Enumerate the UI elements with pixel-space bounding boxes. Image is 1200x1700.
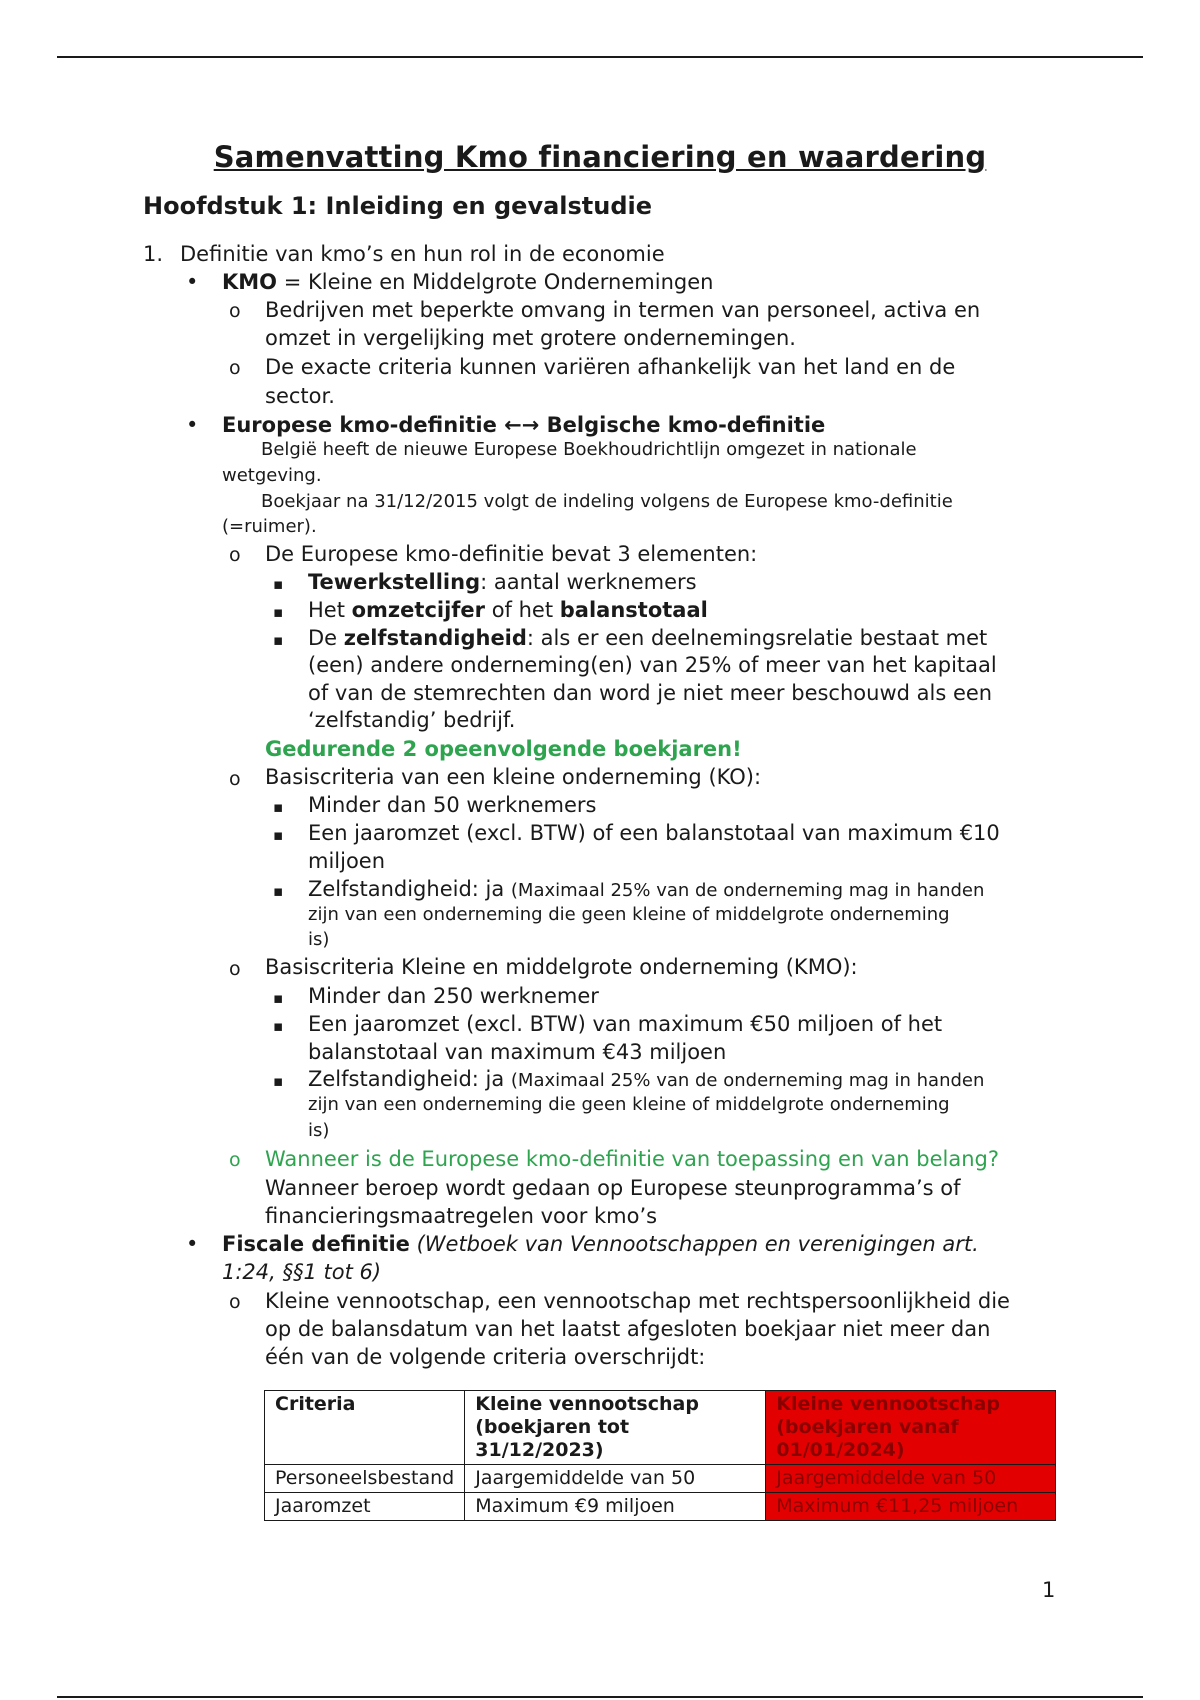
note-line: (=ruimer). [222,516,317,537]
fiscal-line: Kleine vennootschap, een vennootschap met rechtspersoonlijkheid die [265,1289,1010,1313]
kmo-point-line: omzet in vergelijking met grotere ondernemingen. [265,326,796,350]
section-title: Definitie van kmo’s en hun rol in de economie [180,242,665,266]
square-bullet-icon: ▪ [273,631,284,649]
circle-bullet-icon: o [229,768,241,790]
kmo-definition-text: = Kleine en Middelgrote Ondernemingen [277,270,714,294]
kmo-term: KMO [222,270,278,294]
element-term: balanstotaal [559,598,708,622]
table-header-cell: Kleine vennootschap (boekjaren tot 31/12/2023) [465,1391,766,1465]
criterion-text: Zelfstandigheid: ja [308,1067,511,1091]
fiscal-reference: (Wetboek van Vennootschappen en verenigingen art. [409,1232,979,1256]
square-bullet-icon: ▪ [273,575,284,593]
element-text: Het [308,598,352,622]
criteria-table [264,1390,1056,1521]
fiscal-line: op de balansdatum van het laatst afgesloten boekjaar niet meer dan [265,1317,991,1341]
table-header-cell-highlighted: Kleine vennootschap (boekjaren vanaf 01/01/2024) [766,1391,1056,1465]
table-cell: Jaargemiddelde van 50 [465,1465,766,1493]
section-number: 1. [143,242,164,266]
element-item [308,596,708,624]
table-cell-highlighted: Jaargemiddelde van 50 [766,1465,1056,1493]
table-row [265,1465,1056,1493]
green-question: Wanneer is de Europese kmo-definitie van toepassing en van belang? [265,1147,999,1171]
square-bullet-icon: ▪ [273,798,284,816]
square-bullet-icon: ▪ [273,1017,284,1035]
element-item [308,624,987,652]
criterion-note-line: zijn van een onderneming die geen kleine of middelgrote onderneming [308,1094,950,1115]
element-text: : aantal werknemers [480,570,697,594]
criterion-text: Zelfstandigheid: ja [308,877,511,901]
square-bullet-icon: ▪ [273,826,284,844]
chapter-heading: Hoofdstuk 1: Inleiding en gevalstudie [143,192,653,220]
criterion-note-line: zijn van een onderneming die geen kleine of middelgrote onderneming [308,904,950,925]
page-number: 1 [1042,1578,1056,1602]
criterion-note-line: is) [308,1120,330,1141]
element-term: omzetcijfer [351,598,486,622]
element-term: Tewerkstelling [308,570,481,594]
elements-intro: De Europese kmo-definitie bevat 3 elementen: [265,542,758,566]
ko-criterion [308,875,984,904]
kmo-criterion: Minder dan 250 werknemer [308,984,599,1008]
kmo-definition [222,268,713,296]
element-line: (een) andere onderneming(en) van 25% of meer van het kapitaal [308,653,997,677]
circle-bullet-icon: o [229,357,241,379]
circle-bullet-icon: o [229,544,241,566]
kmo-point-line: De exacte criteria kunnen variëren afhankelijk van het land en de [265,355,956,379]
header-rule [57,56,1143,58]
ko-criterion: Minder dan 50 werknemers [308,793,597,817]
element-term: zelfstandigheid [343,626,527,650]
answer-line: Wanneer beroep wordt gedaan op Europese steunprogramma’s of [265,1176,961,1200]
criterion-note-line: is) [308,929,330,950]
fiscal-line: één van de volgende criteria overschrijdt: [265,1345,706,1369]
bullet-icon: • [186,1232,199,1256]
ko-criterion: Een jaaromzet (excl. BTW) of een balanstotaal van maximum €10 [308,821,1000,845]
ko-intro: Basiscriteria van een kleine onderneming (KO): [265,765,762,789]
criterion-note: (Maximaal 25% van de onderneming mag in handen [510,880,985,901]
circle-bullet-icon: o [229,300,241,322]
note-line: Boekjaar na 31/12/2015 volgt de indeling volgens de Europese kmo-definitie [261,491,953,512]
table-cell: Personeelsbestand [265,1465,465,1493]
element-text: De [308,626,344,650]
page-title: Samenvatting Kmo financiering en waardering [213,140,987,174]
square-bullet-icon: ▪ [273,603,284,621]
footer-rule [57,1696,1143,1698]
table-cell-highlighted: Maximum €11,25 miljoen [766,1493,1056,1521]
table-cell: Maximum €9 miljoen [465,1493,766,1521]
element-line: of van de stemrechten dan word je niet meer beschouwd als een [308,681,993,705]
green-highlight: Gedurende 2 opeenvolgende boekjaren! [265,737,742,761]
table-row [265,1493,1056,1521]
fiscal-heading [222,1230,979,1258]
fiscal-reference-line: 1:24, §§1 tot 6) [222,1260,382,1284]
note-line: wetgeving. [222,465,322,486]
square-bullet-icon: ▪ [273,989,284,1007]
circle-bullet-icon: o [229,1291,241,1313]
element-line: ‘zelfstandig’ bedrijf. [308,708,516,732]
table-cell: Jaaromzet [265,1493,465,1521]
element-text: : als er een deelnemingsrelatie bestaat met [526,626,988,650]
kmo-point-line: Bedrijven met beperkte omvang in termen van personeel, activa en [265,298,981,322]
ko-criterion-line: miljoen [308,849,386,873]
kmo-point-line: sector. [265,384,335,408]
element-text: of het [485,598,560,622]
note-line: België heeft de nieuwe Europese Boekhoudrichtlijn omgezet in nationale [261,439,917,460]
kmo-criterion: Een jaaromzet (excl. BTW) van maximum €50 miljoen of het [308,1012,943,1036]
kmo-criterion [308,1065,984,1094]
europese-heading: Europese kmo-definitie ←→ Belgische kmo-definitie [222,413,826,437]
kmo-criterion-line: balanstotaal van maximum €43 miljoen [308,1040,727,1064]
bullet-icon: • [186,270,199,294]
fiscal-term: Fiscale definitie [222,1232,410,1256]
table-header-cell: Criteria [265,1391,465,1465]
answer-line: financieringsmaatregelen voor kmo’s [265,1204,658,1228]
bullet-icon: • [186,413,199,437]
table-header-row [265,1391,1056,1465]
square-bullet-icon: ▪ [273,882,284,900]
circle-bullet-icon: o [229,1149,241,1171]
element-item [308,568,697,596]
kmo-intro: Basiscriteria Kleine en middelgrote onderneming (KMO): [265,955,858,979]
criterion-note: (Maximaal 25% van de onderneming mag in handen [510,1070,985,1091]
circle-bullet-icon: o [229,958,241,980]
square-bullet-icon: ▪ [273,1072,284,1090]
